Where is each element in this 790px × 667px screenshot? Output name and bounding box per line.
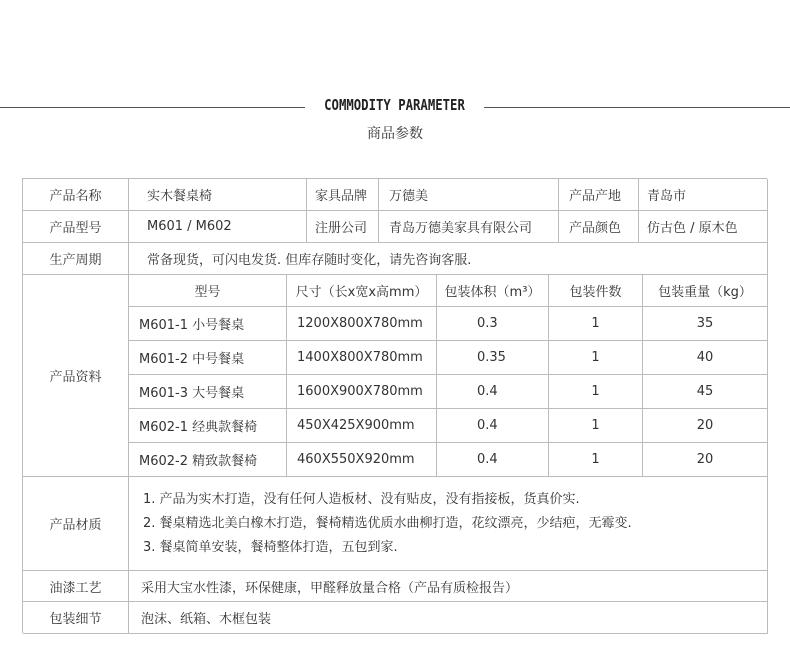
spec-row-4-size: 450X425X900mm bbox=[287, 409, 437, 443]
spec-row-5-count: 1 bbox=[549, 443, 643, 477]
spec-row-5-weight: 20 bbox=[643, 443, 768, 477]
spec-row-3-model: M601-3 大号餐桌 bbox=[129, 375, 287, 409]
spec-row-3-weight: 45 bbox=[643, 375, 768, 409]
specs-label: 产品资料 bbox=[23, 275, 129, 477]
spec-row-4-volume: 0.4 bbox=[437, 409, 549, 443]
spec-header-model: 型号 bbox=[129, 275, 287, 307]
name-label: 产品名称 bbox=[23, 179, 129, 211]
company-value: 青岛万德美家具有限公司 bbox=[379, 211, 559, 243]
divider-right bbox=[484, 107, 790, 108]
spec-row-1-model: M601-1 小号餐桌 bbox=[129, 307, 287, 341]
cycle-value: 常备现货，可闪电发货. 但库存随时变化，请先咨询客服. bbox=[129, 243, 768, 275]
paint-value: 采用大宝水性漆，环保健康，甲醛释放量合格（产品有质检报告） bbox=[129, 571, 768, 602]
color-label: 产品颜色 bbox=[559, 211, 639, 243]
brand-label: 家具品牌 bbox=[307, 179, 379, 211]
spec-row-5-volume: 0.4 bbox=[437, 443, 549, 477]
spec-row-2-model: M601-2 中号餐桌 bbox=[129, 341, 287, 375]
material-label: 产品材质 bbox=[23, 477, 129, 571]
color-value: 仿古色 / 原木色 bbox=[639, 211, 768, 243]
chinese-title: 商品参数 bbox=[367, 126, 423, 142]
spec-row-2-weight: 40 bbox=[643, 341, 768, 375]
origin-value: 青岛市 bbox=[639, 179, 768, 211]
spec-row-1-weight: 35 bbox=[643, 307, 768, 341]
packing-label: 包装细节 bbox=[23, 602, 129, 634]
spec-row-3-count: 1 bbox=[549, 375, 643, 409]
paint-label: 油漆工艺 bbox=[23, 571, 129, 602]
spec-header-size: 尺寸（长x宽x高mm） bbox=[287, 275, 437, 307]
model-value: M601 / M602 bbox=[129, 211, 307, 243]
spec-row-5-size: 460X550X920mm bbox=[287, 443, 437, 477]
spec-row-4-count: 1 bbox=[549, 409, 643, 443]
parameter-table bbox=[22, 178, 767, 633]
spec-row-1-count: 1 bbox=[549, 307, 643, 341]
origin-label: 产品产地 bbox=[559, 179, 639, 211]
company-label: 注册公司 bbox=[307, 211, 379, 243]
spec-row-1-size: 1200X800X780mm bbox=[287, 307, 437, 341]
spec-header-volume: 包装体积（m³） bbox=[437, 275, 549, 307]
material-line-2: 2. 餐桌精选北美白橡木打造，餐椅精选优质水曲柳打造，花纹漂亮，少结疤，无霉变. bbox=[143, 515, 632, 531]
material-line-3: 3. 餐桌简单安装，餐椅整体打造，五包到家. bbox=[143, 539, 398, 555]
spec-row-1-volume: 0.3 bbox=[437, 307, 549, 341]
divider-left bbox=[0, 107, 305, 108]
spec-header-weight: 包装重量（kg） bbox=[643, 275, 768, 307]
model-label: 产品型号 bbox=[23, 211, 129, 243]
cycle-label: 生产周期 bbox=[23, 243, 129, 275]
name-value: 实木餐桌椅 bbox=[129, 179, 307, 211]
brand-value: 万德美 bbox=[379, 179, 559, 211]
spec-row-2-size: 1400X800X780mm bbox=[287, 341, 437, 375]
spec-row-3-volume: 0.4 bbox=[437, 375, 549, 409]
spec-row-5-model: M602-2 精致款餐椅 bbox=[129, 443, 287, 477]
spec-row-3-size: 1600X900X780mm bbox=[287, 375, 437, 409]
spec-row-2-volume: 0.35 bbox=[437, 341, 549, 375]
material-line-1: 1. 产品为实木打造，没有任何人造板材、没有贴皮，没有指接板，货真价实. bbox=[143, 491, 580, 507]
english-title: COMMODITY PARAMETER bbox=[324, 96, 465, 114]
packing-value: 泡沫、纸箱、木框包装 bbox=[129, 602, 768, 634]
spec-row-4-weight: 20 bbox=[643, 409, 768, 443]
material-description bbox=[129, 477, 768, 571]
spec-row-2-count: 1 bbox=[549, 341, 643, 375]
spec-row-4-model: M602-1 经典款餐椅 bbox=[129, 409, 287, 443]
section-header bbox=[0, 92, 790, 152]
spec-header-count: 包装件数 bbox=[549, 275, 643, 307]
